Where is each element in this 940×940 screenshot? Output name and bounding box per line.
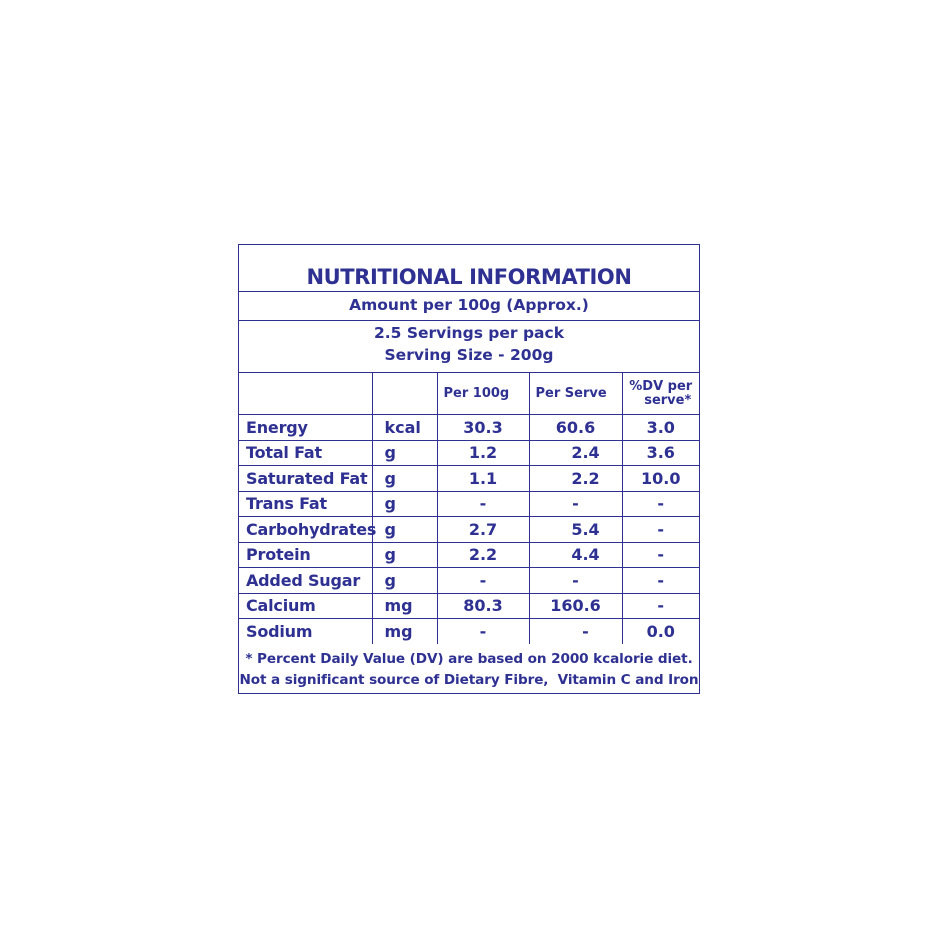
value-dv: - xyxy=(622,491,699,517)
nutrient-unit: g xyxy=(372,568,437,594)
value-per-100g: 30.3 xyxy=(437,415,529,441)
table-row xyxy=(239,517,699,543)
value-dv: 0.0 xyxy=(622,619,699,644)
value-per-serve: 4.4 xyxy=(529,542,622,568)
nutrient-name: Energy xyxy=(239,415,372,441)
servings-per-pack: 2.5 Servings per pack xyxy=(373,324,565,342)
nutrient-unit: g xyxy=(372,466,437,492)
footnote-sources: Not a significant source of Dietary Fibre, Vitamin C and Iron xyxy=(239,672,699,688)
nutrient-name: Trans Fat xyxy=(239,491,372,517)
label-title: NUTRITIONAL INFORMATION xyxy=(306,265,632,289)
value-per-100g: 1.2 xyxy=(437,440,529,466)
value-dv: - xyxy=(622,542,699,568)
value-per-serve: - xyxy=(529,568,622,594)
nutrient-unit: g xyxy=(372,517,437,543)
value-dv: 3.6 xyxy=(622,440,699,466)
value-per-100g: - xyxy=(437,568,529,594)
table-row xyxy=(239,466,699,492)
header-per-100g: Per 100g xyxy=(437,373,529,415)
value-dv: - xyxy=(622,517,699,543)
table-header-row xyxy=(239,373,699,415)
value-per-serve: 160.6 xyxy=(529,593,622,619)
nutrient-unit: mg xyxy=(372,593,437,619)
footnote-dv: * Percent Daily Value (DV) are based on 2000 kcalorie diet. xyxy=(245,651,693,667)
value-per-serve: - xyxy=(529,619,622,644)
table-row xyxy=(239,568,699,594)
nutrient-name: Calcium xyxy=(239,593,372,619)
header-per-serve: Per Serve xyxy=(529,373,622,415)
nutrient-name: Saturated Fat xyxy=(239,466,372,492)
table-row xyxy=(239,593,699,619)
value-per-serve: - xyxy=(529,491,622,517)
nutrition-table xyxy=(239,373,699,644)
value-per-100g: 80.3 xyxy=(437,593,529,619)
amount-basis: Amount per 100g (Approx.) xyxy=(349,296,589,314)
serving-size: Serving Size - 200g xyxy=(384,346,554,364)
value-per-serve: 60.6 xyxy=(529,415,622,441)
value-per-100g: 1.1 xyxy=(437,466,529,492)
value-dv: - xyxy=(622,568,699,594)
table-row xyxy=(239,415,699,441)
value-per-100g: 2.2 xyxy=(437,542,529,568)
table-row xyxy=(239,619,699,644)
title-row xyxy=(239,245,699,292)
value-per-serve: 5.4 xyxy=(529,517,622,543)
footnote xyxy=(239,649,699,691)
nutrient-unit: g xyxy=(372,542,437,568)
header-dv-line2: serve* xyxy=(644,392,692,408)
nutrient-name: Carbohydrates xyxy=(239,517,372,543)
servings-row xyxy=(239,321,699,373)
nutrient-name: Sodium xyxy=(239,619,372,644)
value-per-100g: 2.7 xyxy=(437,517,529,543)
value-dv: 3.0 xyxy=(622,415,699,441)
value-dv: 10.0 xyxy=(622,466,699,492)
header-dv xyxy=(622,373,699,415)
table-row xyxy=(239,440,699,466)
amount-row xyxy=(239,292,699,321)
value-dv: - xyxy=(622,593,699,619)
value-per-100g: - xyxy=(437,491,529,517)
table-row xyxy=(239,542,699,568)
nutrient-unit: kcal xyxy=(372,415,437,441)
nutrient-unit: g xyxy=(372,491,437,517)
nutrition-label xyxy=(238,244,700,694)
value-per-serve: 2.4 xyxy=(529,440,622,466)
nutrient-unit: mg xyxy=(372,619,437,644)
nutrient-name: Added Sugar xyxy=(239,568,372,594)
nutrient-unit: g xyxy=(372,440,437,466)
nutrient-name: Total Fat xyxy=(239,440,372,466)
value-per-serve: 2.2 xyxy=(529,466,622,492)
header-dv-line1: %DV per xyxy=(629,378,693,394)
nutrient-name: Protein xyxy=(239,542,372,568)
header-blank-nutrient xyxy=(239,373,372,415)
value-per-100g: - xyxy=(437,619,529,644)
table-row xyxy=(239,491,699,517)
header-blank-unit xyxy=(372,373,437,415)
